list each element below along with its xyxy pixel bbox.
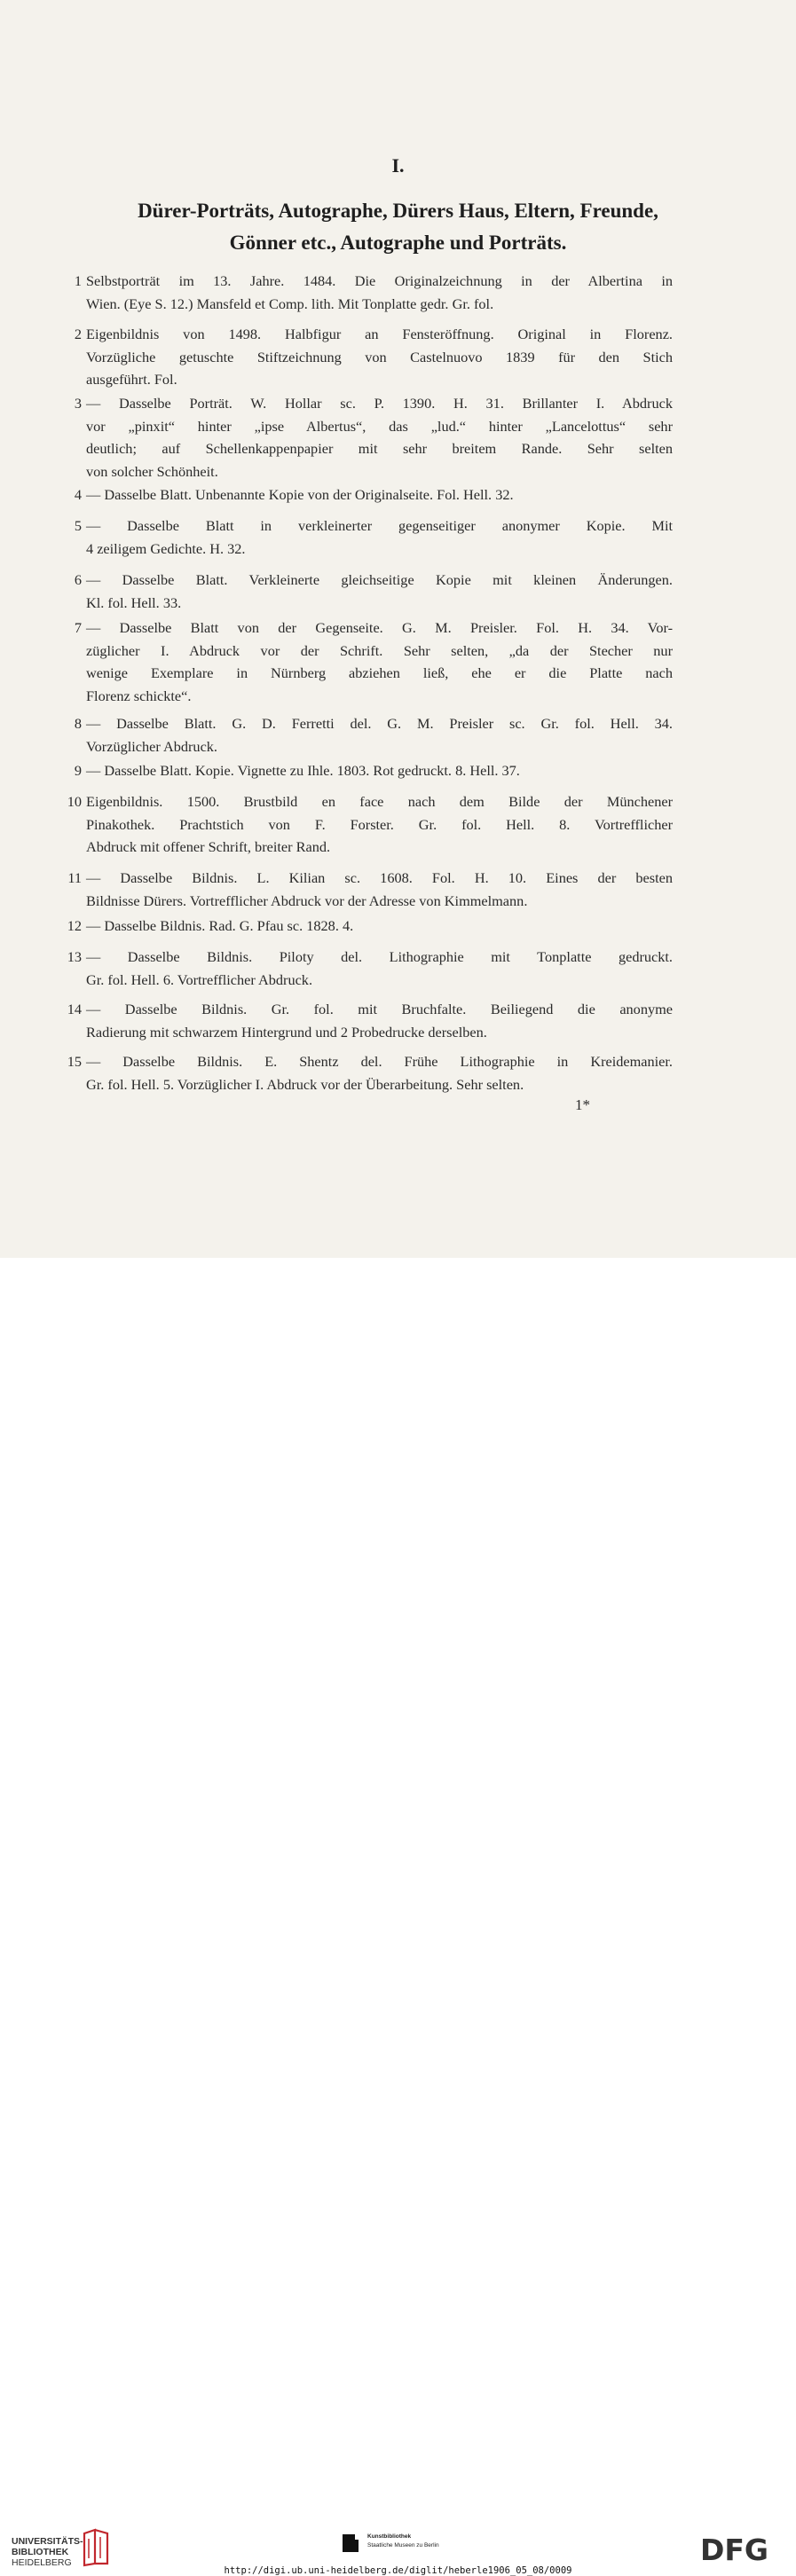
ub-heidelberg-logo-icon — [81, 2528, 111, 2567]
entry-text-line: Abdruck mit offener Schrift, breiter Rand. — [86, 838, 331, 855]
section-title-line-1: Dürer-Porträts, Autographe, Dürers Haus, Eltern, Freunde, — [138, 200, 658, 222]
entry-text-line: — Dasselbe Bildnis. E. Shentz del. Frühe Lithographie in Kreidemanier. — [86, 1053, 673, 1070]
entry-number: 11 — [67, 869, 82, 886]
entry-number: 2 — [74, 326, 82, 342]
ub-heidelberg-name — [12, 2536, 83, 2568]
section-title-line-2: Gönner etc., Autographe und Porträts. — [229, 232, 567, 254]
entry-number: 1 — [74, 272, 82, 289]
entry-text-line: vor „pinxit“ hinter „ipse Albertus“, das „lud.“ hinter „Lancelottus“ sehr — [86, 417, 673, 435]
entry-number: 4 — [74, 486, 82, 503]
digitization-footer — [0, 1258, 796, 2576]
entry-text-line: — Dasselbe Blatt. Verkleinerte gleichseitige Kopie mit kleinen Änderungen. — [86, 571, 673, 588]
entry-text-line: Vorzüglicher Abdruck. — [86, 737, 218, 755]
scanned-page — [0, 0, 796, 1258]
entry-text-line: — Dasselbe Blatt. G. D. Ferretti del. G. M. Preisler sc. Gr. fol. Hell. 34. — [86, 715, 673, 732]
dfg-logo: DFG — [700, 2533, 769, 2567]
entry-number: 5 — [74, 517, 82, 534]
entry-text-line: Radierung mit schwarzem Hintergrund und 2 Probedrucke derselben. — [86, 1023, 487, 1041]
entry-text-line: Pinakothek. Prachtstich von F. Forster. Gr. fol. Hell. 8. Vortrefflicher — [86, 815, 673, 833]
entry-text-line: — Dasselbe Bildnis. Piloty del. Lithographie mit Tonplatte gedruckt. — [86, 948, 673, 965]
kunstbibliothek-logo-icon — [341, 2533, 360, 2554]
entry-text-line: von solcher Schönheit. — [86, 462, 218, 480]
entry-text-line: — Dasselbe Blatt in verkleinerter gegenseitiger anonymer Kopie. Mit — [86, 517, 673, 534]
entry-text-line: züglicher I. Abdruck vor der Schrift. Sehr selten, „da der Stecher nur — [86, 641, 673, 659]
entry-text-line: ausgeführt. Fol. — [86, 371, 177, 388]
entry-text-line: wenige Exemplare in Nürnberg abziehen ließ, ehe er die Platte nach — [86, 664, 673, 681]
library-line-3: HEIDELBERG — [12, 2557, 72, 2568]
entry-text-line: deutlich; auf Schellenkappenpapier mit sehr breitem Rande. Sehr selten — [86, 440, 673, 457]
entry-text-line: Florenz schickte“. — [86, 687, 192, 704]
entry-text-line: — Dasselbe Blatt. Kopie. Vignette zu Ihle. 1803. Rot gedruckt. 8. Hell. 37. — [86, 762, 520, 779]
entry-number: 9 — [74, 762, 82, 779]
signature-mark: 1* — [575, 1096, 590, 1113]
entry-text-line: Gr. fol. Hell. 5. Vorzüglicher I. Abdruck vor der Überarbeitung. Sehr selten. — [86, 1075, 524, 1093]
entry-text-line: 4 zeiligem Gedichte. H. 32. — [86, 539, 246, 557]
kunstbibliothek-name — [367, 2533, 439, 2550]
section-number: I. — [391, 154, 405, 177]
entry-text-line: — Dasselbe Bildnis. Rad. G. Pfau sc. 1828. 4. — [86, 917, 354, 934]
entry-text-line: — Dasselbe Bildnis. Gr. fol. mit Bruchfalte. Beiliegend die anonyme — [86, 1001, 673, 1017]
entry-number: 3 — [74, 395, 82, 412]
entry-number: 12 — [67, 917, 82, 934]
entry-text-line: — Dasselbe Blatt. Unbenannte Kopie von der Originalseite. Fol. Hell. 32. — [86, 486, 514, 503]
entry-number: 13 — [67, 948, 82, 965]
entry-text-line: Wien. (Eye S. 12.) Mansfeld et Comp. lith. Mit Tonplatte gedr. Gr. fol. — [86, 295, 494, 312]
entry-text-line: Kl. fol. Hell. 33. — [86, 593, 182, 611]
entry-text-line: Selbstporträt im 13. Jahre. 1484. Die Originalzeichnung in der Albertina in — [86, 272, 673, 289]
entry-number: 15 — [67, 1053, 82, 1070]
entry-text-line: — Dasselbe Bildnis. L. Kilian sc. 1608. Fol. H. 10. Eines der besten — [86, 869, 673, 886]
entry-number: 6 — [74, 571, 82, 588]
entry-text-line: Vorzügliche getuschte Stiftzeichnung von Castelnuovo 1839 für den Stich — [86, 348, 673, 365]
library-line-2: BIBLIOTHEK — [12, 2547, 69, 2557]
entry-text-line: Bildnisse Dürers. Vortrefflicher Abdruck vor der Adresse von Kimmelmann. — [86, 891, 528, 909]
entry-number: 7 — [74, 619, 82, 636]
entry-number: 8 — [74, 715, 82, 732]
entry-text-line: Eigenbildnis von 1498. Halbfigur an Fensteröffnung. Original in Florenz. — [86, 326, 673, 342]
entry-number: 10 — [67, 793, 82, 810]
entry-text-line: — Dasselbe Blatt von der Gegenseite. G. M. Preisler. Fol. H. 34. Vor- — [86, 619, 673, 636]
entry-text-line: — Dasselbe Porträt. W. Hollar sc. P. 1390. H. 31. Brillanter I. Abdruck — [86, 395, 673, 412]
permalink-url[interactable]: http://digi.ub.uni-heidelberg.de/diglit/heberle1906_05_08/0009 — [224, 2565, 572, 2576]
entry-text-line: Eigenbildnis. 1500. Brustbild en face nach dem Bilde der Münchener — [86, 793, 673, 810]
entry-text-line: Gr. fol. Hell. 6. Vortrefflicher Abdruck. — [86, 970, 313, 988]
kb-line-1: Kunstbibliothek — [367, 2533, 412, 2540]
entry-number: 14 — [67, 1001, 82, 1017]
kb-line-2: Staatliche Museen zu Berlin — [367, 2542, 439, 2549]
library-line-1: UNIVERSITÄTS- — [12, 2536, 83, 2547]
